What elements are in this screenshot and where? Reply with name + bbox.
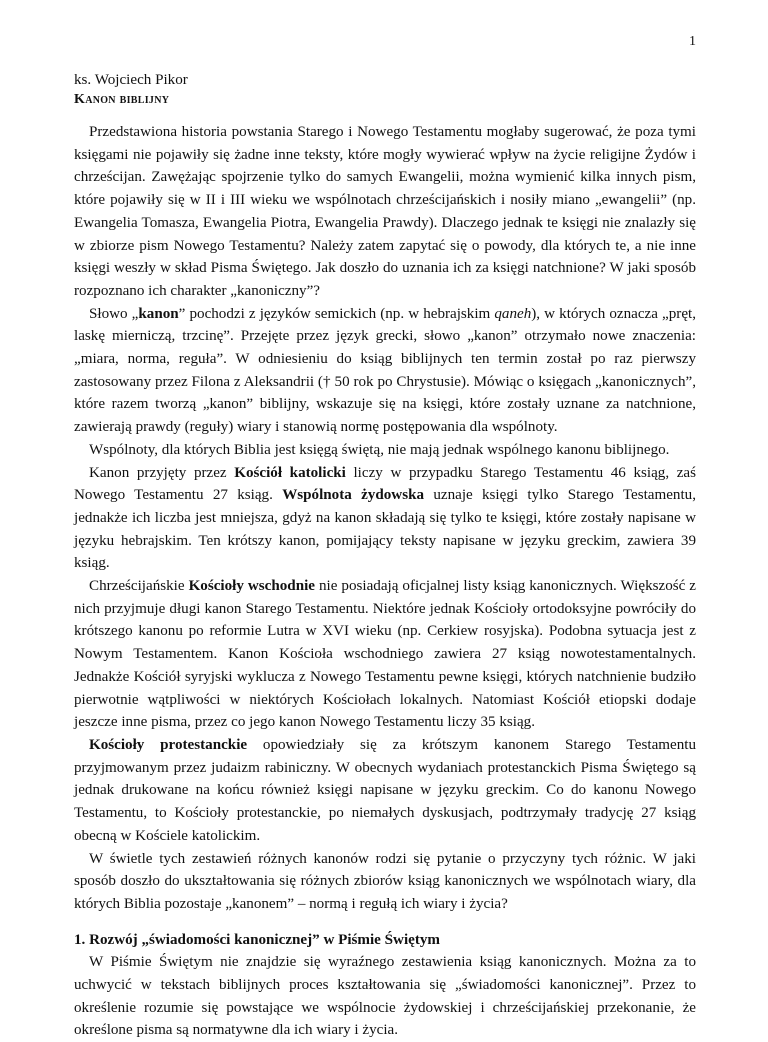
- text-span: ), w których oznacza „pręt, laskę mierniczą, trzcinę”. Przejęte przez język grecki, słowo „kanon” otrzymało nowe znaczenia: „miara, norma, reguła”. W odniesieniu do ksiąg biblijnych ten termin został po raz pierwszy zastosowany przez Filona z Aleksandrii († 50 rok po Chrystusie). Mówiąc o księgach „kanonicznych”, które razem tworzą „kanon” biblijny, wskazuje się na księgi, które zostały uznane za natchnione, zawierają prawdy (reguły) wiary i stanowią normę postępowania dla wspólnoty.: [74, 305, 696, 436]
- bold-term: Kościoły wschodnie: [188, 578, 315, 595]
- italic-term: qaneh: [494, 305, 532, 322]
- text-span: Chrześcijańskie: [89, 578, 189, 595]
- bold-term: Kościół katolicki: [234, 464, 346, 481]
- text-span: ” pochodzi z języków semickich (np. w hebrajskim: [178, 305, 495, 322]
- section-heading: 1. Rozwój „świadomości kanonicznej” w Piśmie Świętym: [74, 931, 440, 948]
- bold-term: Wspólnota żydowska: [282, 487, 425, 504]
- paragraph-catholic-jewish-canon: [74, 462, 696, 576]
- bold-term: kanon: [138, 305, 179, 322]
- text-span: Kanon przyjęty przez: [89, 464, 235, 481]
- paragraph-protestant-churches: [74, 734, 696, 848]
- document-body: [74, 121, 696, 1042]
- paragraph-communities: Wspólnoty, dla których Biblia jest księgą świętą, nie mają jednak wspólnego kanonu biblijnego.: [89, 441, 670, 458]
- paragraph-introduction: Przedstawiona historia powstania Starego i Nowego Testamentu mogłaby sugerować, że poza tymi księgami nie pojawiły się żadne inne teksty, które mogły wywierać wpływ na życie religijne Żydów i chrześcijan. Zawężając spojrzenie tylko do samych Ewangelii, można wymienić kilka innych pism, które pojawiły się w II i III wieku we wspólnotach chrześcijańskich i nosiły miano „ewangelii” (np. Ewangelia Tomasza, Ewangelia Piotra, Ewangelia Prawdy). Dlaczego jednak te księgi nie znalazły się w zbiorze pism Nowego Testamentu? Należy zatem zapytać się o powody, dla których te, a nie inne księgi weszły w skład Pisma Świętego. Jak doszło do uznania ich za księgi natchnione? W jaki sposób rozpoznano ich charakter „kanoniczny”?: [74, 124, 696, 299]
- page-number: 1: [689, 34, 696, 49]
- text-span: liczy w przypadku Starego Testamentu 46 ksiąg, zaś Nowego Testamentu 27 ksiąg.: [74, 464, 696, 504]
- paragraph-eastern-churches: [74, 575, 696, 734]
- bold-term: Kościoły protestanckie: [89, 736, 248, 753]
- document-header: [74, 70, 698, 110]
- author-name: ks. Wojciech Pikor: [74, 72, 188, 88]
- text-span: opowiedziały się za krótszym kanonem Starego Testamentu przyjmowanym przez judaizm rabiniczny. W obecnych wydaniach protestanckich Pisma Świętego są jednak drukowane na końcu również księgi napisane w języku greckim. Co do kanonu Nowego Testamentu, to Kościoły protestanckie, po niemałych dyskusjach, podtrzymały tradycję 27 ksiąg obecną w Kościele katolickim.: [74, 736, 696, 844]
- text-span: uznaje księgi tylko Starego Testamentu, jednakże ich liczba jest mniejsza, gdyż na kanon składają się tylko te księgi, które zostały napisane w języku hebrajskim. Ten krótszy kanon, pomijający teksty napisane w języku greckim, zawiera 39 ksiąg.: [74, 487, 696, 572]
- paragraph-question: W świetle tych zestawień różnych kanonów rodzi się pytanie o przyczyny tych różnic. W jaki sposób doszło do ukształtowania się różnych zbiorów ksiąg kanonicznych we wspólnotach wiary, dla których Biblia pozostaje „kanonem” – normą i regułą ich wiary i życia?: [74, 850, 696, 912]
- paragraph-canonical-awareness: W Piśmie Świętym nie znajdzie się wyraźnego zestawienia ksiąg kanonicznych. Można za to uchwycić w tekstach biblijnych proces kształtowania się „świadomości kanonicznej”. Przez to określenie rozumie się powstające we wspólnocie żydowskiej i chrześcijańskiej przekonanie, że określone pisma są normatywne dla ich wiary i życia.: [74, 954, 696, 1039]
- text-span: Słowo „: [89, 305, 139, 322]
- paragraph-kanon-definition: [74, 303, 696, 439]
- document-title: Kanon biblijny: [74, 92, 170, 107]
- text-span: nie posiadają oficjalnej listy ksiąg kanonicznych. Większość z nich przyjmuje długi kanon Starego Testamentu. Niektóre jednak Kościoły ortodoksyjne powróciły do krótszego kanonu po reformie Lutra w XVI wieku (np. Cerkiew rosyjska). Podobna sytuacja jest z Nowym Testamentem. Kanon Kościoła wschodniego zawiera 27 ksiąg nowotestamentalnych. Jednakże Kościół syryjski wyklucza z Nowego Testamentu pewne księgi, których natchnienie budziło pierwotnie wątpliwości w niektórych Kościołach lokalnych. Natomiast Kościół etiopski dodaje jeszcze inne pisma, przez co jego kanon Nowego Testamentu liczy 35 ksiąg.: [74, 578, 696, 731]
